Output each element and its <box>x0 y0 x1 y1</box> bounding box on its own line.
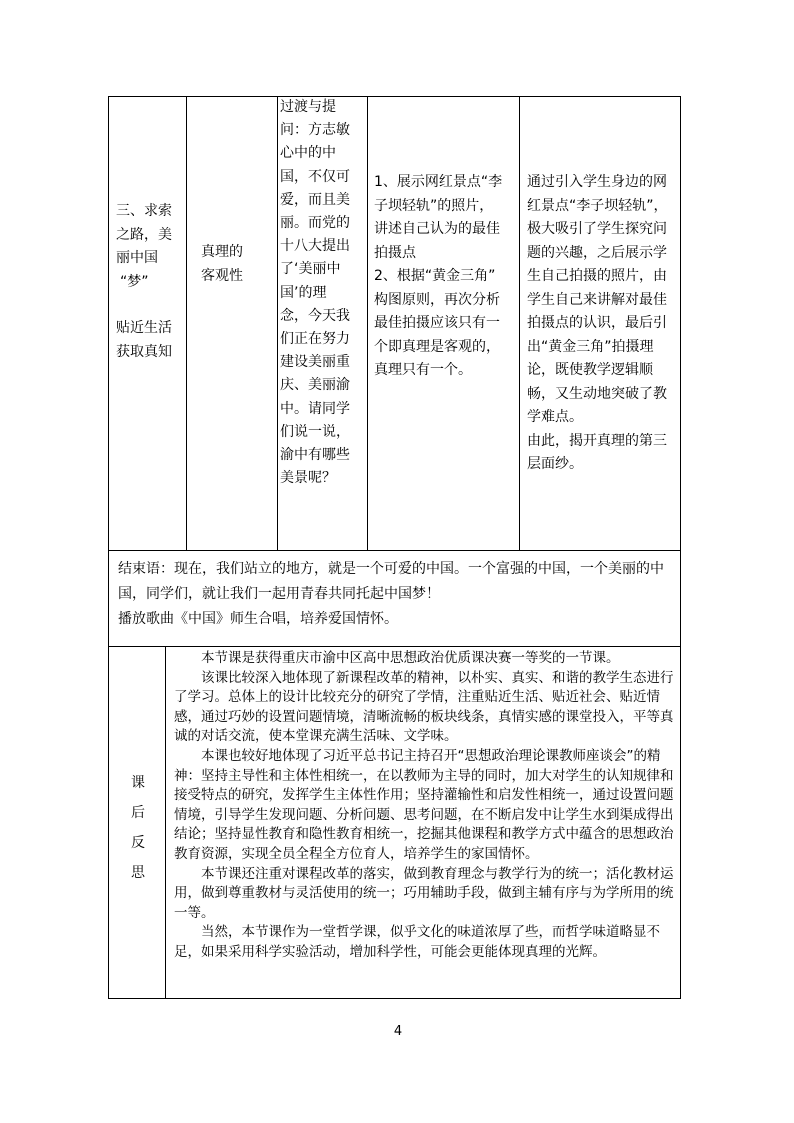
reflection-label-char: 课 <box>131 775 145 791</box>
reflection-label-char: 后 <box>131 805 145 821</box>
question-line: 庆、美丽渝 <box>280 377 350 394</box>
reflection-paragraph: 本节课还注重对课程改革的落实，做到教育理念与教学行为的统一；活化教材运用，做到尊重教材与灵活使用的统一；巧用辅助手段，做到主辅有序与为学所用的统一等。 <box>174 865 674 921</box>
reflection-paragraph: 当然，本节课作为一堂哲学课，似乎文化的味道浓厚了些，而哲学味道略显不足，如果采用科学实验活动，增加科学性，可能会更能体现真理的光辉。 <box>174 924 660 960</box>
section-line: 之路，美 <box>116 226 172 243</box>
question-line: 国’的理 <box>280 284 327 301</box>
section-line: 丽中国 <box>116 250 158 266</box>
activity-line: 1、展示网红景点“李 <box>374 174 503 190</box>
intent-line: 题的兴趣，之后展示学 <box>527 244 667 261</box>
activities-cell <box>368 97 520 550</box>
topic-line: 客观性 <box>201 267 243 284</box>
intent-line: 层面纱。 <box>527 456 583 472</box>
intent-line: 拍摄点的认识，最后引 <box>527 315 667 331</box>
question-line: 建设美丽重 <box>280 354 350 371</box>
question-line: 渝中有哪些 <box>280 447 350 464</box>
intent-line: 学生自己来讲解对最佳 <box>527 291 667 308</box>
section-line: 获取真知 <box>116 343 172 360</box>
question-line: 十八大提出 <box>280 238 350 255</box>
reflection-label <box>109 647 166 998</box>
question-line: 了‘美丽中 <box>280 261 341 278</box>
lesson-table-row <box>108 96 681 551</box>
reflection-label-char: 思 <box>131 865 145 881</box>
activity-line: 个即真理是客观的， <box>374 338 500 355</box>
section-line <box>116 294 172 317</box>
question-line: 爱，而且美 <box>280 191 350 208</box>
activity-line: 2、根据“黄金三角” <box>374 268 496 284</box>
question-line: 问：方志敏 <box>280 122 350 139</box>
intent-line: 出“黄金三角”拍摄理 <box>527 338 654 355</box>
intent-line: 论，既使教学逻辑顺 <box>527 362 653 378</box>
intent-line: 通过引入学生身边的网 <box>527 174 667 190</box>
question-line: 们正在努力 <box>280 331 350 348</box>
intent-cell <box>520 97 682 550</box>
section-line: “梦” <box>120 273 149 290</box>
reflection-row <box>108 647 681 999</box>
reflection-paragraph: 该课比较深入地体现了新课程改革的精神，以朴实、真实、和谐的教学生态进行了学习。总体上的设计比较充分的研究了学情，注重贴近生活、贴近社会、贴近情感，通过巧妙的设置问题情境，清晰流畅的板块线条，真情实感的课堂投入，平等真诚的对话交流，使本堂课充满生活味、文学味。 <box>174 669 674 745</box>
closing-line: 结束语：现在，我们站立的地方，就是一个可爱的中国。一个富强的中国，一个美丽的中 <box>118 561 664 577</box>
intent-line: 生自己拍摄的照片，由 <box>527 268 667 284</box>
question-line: 们说一说， <box>280 423 350 440</box>
question-line: 美景呢？ <box>280 470 336 487</box>
question-line: 过渡与提 <box>280 99 336 115</box>
question-cell <box>278 97 368 550</box>
question-line: 心中的中 <box>280 145 336 162</box>
reflection-paragraph: 本课也较好地体现了习近平总书记主持召开“思想政治理论课教师座谈会”的精神：坚持主导性和主体性相统一，在以教师为主导的同时，加大对学生的认知规律和接受特点的研究，发挥学生主体性作用；坚持灌输性和启发性相统一，通过设置问题情境，引导学生发现问题、分析问题、思考问题，在不断启发中让学生水到渠成得出结论；坚持显性教育和隐性教育相统一，挖掘其他课程和教学方式中蕴含的思想政治教育资源，实现全员全程全方位育人，培养学生的家国情怀。 <box>174 747 674 862</box>
activity-line: 拍摄点 <box>374 244 416 261</box>
topic-cell <box>187 97 278 550</box>
reflection-paragraph: 本节课是获得重庆市渝中区高中思想政治优质课决赛一等奖的一节课。 <box>201 650 620 666</box>
intent-line: 畅，又生动地突破了教 <box>527 385 667 402</box>
intent-line: 学难点。 <box>527 409 583 425</box>
reflection-body <box>166 647 680 998</box>
intent-line: 极大吸引了学生探究问 <box>527 221 667 237</box>
section-cell <box>109 97 187 550</box>
activity-line: 最佳拍摄应该只有一 <box>374 315 500 331</box>
question-line: 丽。而党的 <box>280 215 350 232</box>
section-line: 三、求索 <box>116 203 172 219</box>
activity-line: 构图原则，再次分析 <box>374 291 500 308</box>
closing-line: 国，同学们，就让我们一起用青春共同托起中国梦！ <box>118 586 440 602</box>
question-line: 念，今天我 <box>280 307 350 324</box>
section-line: 贴近生活 <box>116 320 172 336</box>
topic-line: 真理的 <box>201 244 243 260</box>
question-line: 国，不仅可 <box>280 168 350 185</box>
reflection-label-char: 反 <box>131 835 145 851</box>
activity-line: 子坝轻轨”的照片， <box>374 197 494 214</box>
intent-line: 红景点“李子坝轻轨”， <box>527 197 668 214</box>
intent-line: 由此，揭开真理的第三 <box>527 432 667 449</box>
activity-line: 讲述自己认为的最佳 <box>374 221 500 237</box>
activity-line: 真理只有一个。 <box>374 362 472 378</box>
question-line: 中。请同学 <box>280 400 350 417</box>
closing-row <box>108 551 681 647</box>
page-number: 4 <box>393 1024 403 1039</box>
closing-line: 播放歌曲《中国》师生合唱，培养爱国情怀。 <box>118 611 398 627</box>
